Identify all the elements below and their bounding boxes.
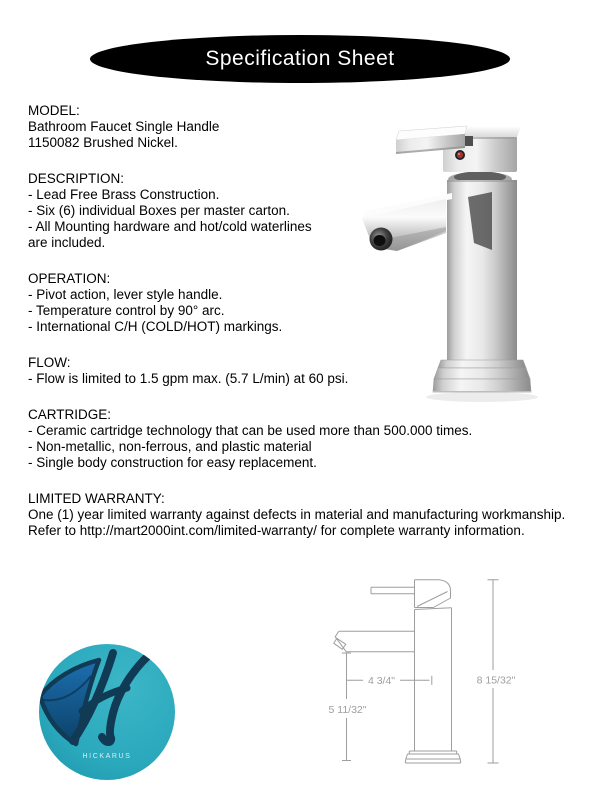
spec-line: Bathroom Faucet Single Handle: [28, 119, 220, 134]
section-limited-warranty: [28, 491, 588, 539]
dimension-label-spout-height: 5 11/32": [328, 704, 367, 716]
spec-line: - International C/H (COLD/HOT) markings.: [28, 319, 283, 334]
spec-line: - Lead Free Brass Construction.: [28, 187, 220, 202]
section-model: [28, 103, 588, 151]
section-heading: MODEL:: [28, 103, 80, 118]
spec-line: - Pivot action, lever style handle.: [28, 287, 223, 302]
spec-line: - Temperature control by 90° arc.: [28, 303, 225, 318]
spec-line: One (1) year limited warranty against defects in material and manufacturing workmanship.: [28, 507, 566, 522]
spec-line: are included.: [28, 235, 106, 250]
drawing-handle: [371, 580, 451, 608]
dimension-label-spout-reach: 4 3/4": [367, 675, 396, 687]
section-cartridge: [28, 407, 588, 471]
dimension-label-overall-height: 8 15/32": [476, 674, 516, 687]
section-heading: OPERATION:: [28, 271, 111, 286]
brand-logo: [37, 642, 177, 782]
drawing-spout: [334, 631, 415, 652]
drawing-body: [415, 608, 452, 751]
spec-text: [28, 103, 588, 559]
spec-line: - Single body construction for easy replacement.: [28, 455, 317, 470]
title-banner: [90, 35, 510, 83]
page-title: Specification Sheet: [205, 47, 395, 70]
section-operation: [28, 271, 588, 335]
spec-line: - Ceramic cartridge technology that can be used more than 500.000 times.: [28, 423, 473, 438]
spec-line: - Non-metallic, non-ferrous, and plastic material: [28, 439, 312, 454]
section-heading: CARTRIDGE:: [28, 407, 112, 422]
dimension-overall-height: [488, 580, 499, 763]
section-heading: FLOW:: [28, 355, 71, 370]
logo-brand-text: HICKARUS: [82, 753, 132, 760]
spec-line warranty-url-line: Refer to http://mart2000int.com/limited-warranty/ for complete warranty information.: [28, 523, 525, 538]
spec-line: - All Mounting hardware and hot/cold waterlines: [28, 219, 312, 234]
technical-drawing: [300, 575, 580, 800]
spec-line: 1150082 Brushed Nickel.: [28, 135, 178, 150]
spec-line: - Flow is limited to 1.5 gpm max. (5.7 L/min) at 60 psi.: [28, 371, 349, 386]
drawing-base: [405, 751, 460, 763]
section-description: [28, 171, 588, 251]
section-heading: DESCRIPTION:: [28, 171, 125, 186]
spec-line: - Six (6) individual Boxes per master carton.: [28, 203, 290, 218]
section-flow: [28, 355, 588, 387]
section-heading: LIMITED WARRANTY:: [28, 491, 165, 506]
